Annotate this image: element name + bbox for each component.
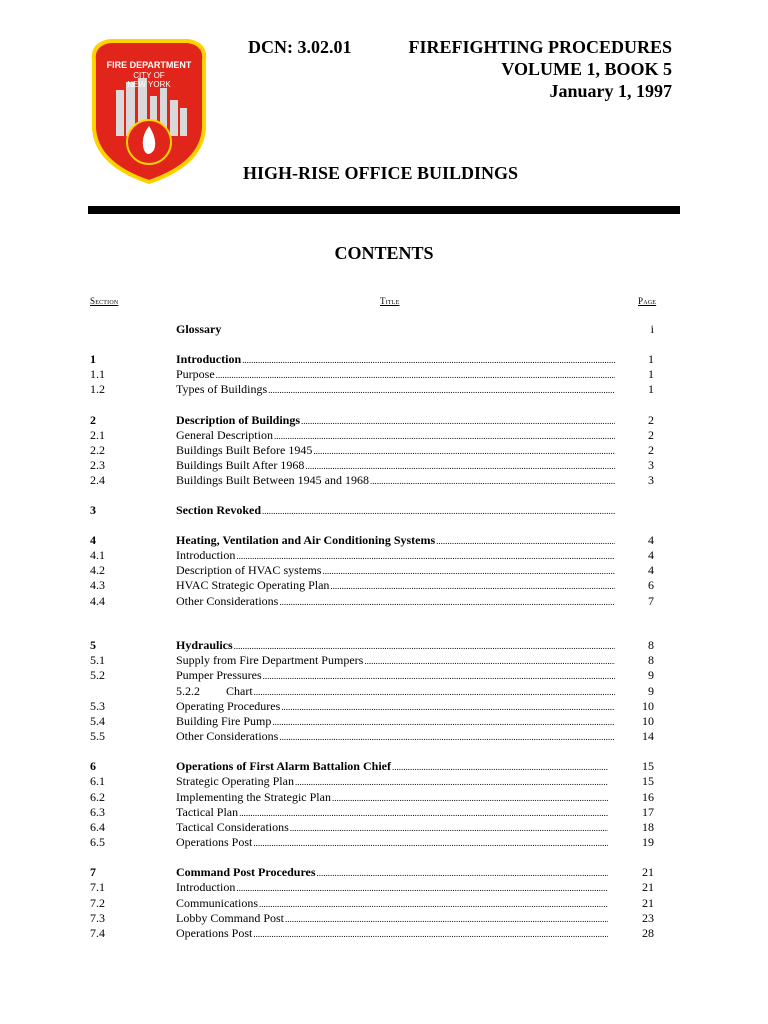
toc-section-number: 7.2 bbox=[90, 896, 105, 910]
dot-leader bbox=[370, 474, 615, 489]
toc-title: Section Revoked bbox=[176, 503, 261, 517]
toc-page: 6 bbox=[648, 578, 654, 592]
toc-section-number: 4.3 bbox=[90, 578, 105, 592]
toc-entry[interactable] bbox=[0, 548, 768, 563]
toc-page: 2 bbox=[648, 428, 654, 442]
toc-title: Tactical Plan bbox=[176, 805, 239, 819]
toc-title: Description of Buildings bbox=[176, 413, 301, 427]
toc-page: i bbox=[650, 322, 654, 336]
toc-section-number: 5.3 bbox=[90, 699, 105, 713]
toc-entry[interactable] bbox=[0, 774, 768, 789]
toc-subsection-number: 5.2.2 bbox=[176, 684, 200, 698]
toc-page: 1 bbox=[648, 352, 654, 366]
toc-entry[interactable] bbox=[0, 699, 768, 714]
toc-page: 10 bbox=[642, 714, 654, 728]
toc-page: 4 bbox=[648, 563, 654, 577]
dot-leader bbox=[239, 806, 608, 821]
column-header-page: Page bbox=[638, 296, 657, 306]
dot-leader bbox=[332, 791, 608, 806]
toc-title: Other Considerations bbox=[176, 594, 279, 608]
toc-section-number: 7 bbox=[90, 865, 96, 879]
toc-entry[interactable] bbox=[0, 729, 768, 744]
dot-leader bbox=[236, 549, 615, 564]
toc-entry[interactable] bbox=[0, 638, 768, 653]
toc-page: 10 bbox=[642, 699, 654, 713]
toc-page: 1 bbox=[648, 382, 654, 396]
toc-entry[interactable] bbox=[0, 594, 768, 609]
toc-title: Description of HVAC systems bbox=[176, 563, 322, 577]
toc-section-number: 6 bbox=[90, 759, 96, 773]
dot-leader bbox=[254, 685, 615, 700]
dot-leader bbox=[290, 821, 608, 836]
dot-leader bbox=[279, 595, 615, 610]
toc-title: Command Post Procedures bbox=[176, 865, 316, 879]
dot-leader bbox=[253, 927, 608, 942]
toc-entry[interactable] bbox=[0, 413, 768, 428]
dot-leader bbox=[262, 504, 615, 519]
logo-text: FIRE DEPARTMENT bbox=[106, 60, 192, 70]
dot-leader bbox=[242, 353, 615, 368]
toc-section-number: 2.4 bbox=[90, 473, 105, 487]
toc-section-number: 1.2 bbox=[90, 382, 105, 396]
toc-title: Heating, Ventilation and Air Conditioning Systems bbox=[176, 533, 436, 547]
dot-leader bbox=[317, 866, 608, 881]
toc-title: Operations Post bbox=[176, 926, 253, 940]
toc-entry[interactable] bbox=[0, 880, 768, 895]
volume-book: VOLUME 1, BOOK 5 bbox=[501, 59, 672, 79]
dot-leader bbox=[330, 579, 615, 594]
dot-leader bbox=[281, 700, 615, 715]
toc-glossary-row[interactable] bbox=[0, 322, 768, 337]
toc-section-number: 7.4 bbox=[90, 926, 105, 940]
toc-section-number: 4.4 bbox=[90, 594, 105, 608]
toc-entry[interactable] bbox=[0, 367, 768, 382]
toc-entry[interactable] bbox=[0, 443, 768, 458]
toc-page: 9 bbox=[648, 684, 654, 698]
dot-leader bbox=[274, 429, 615, 444]
toc-section-number: 5 bbox=[90, 638, 96, 652]
document-title: HIGH-RISE OFFICE BUILDINGS bbox=[243, 163, 519, 183]
toc-section-number: 5.1 bbox=[90, 653, 105, 667]
toc-page: 17 bbox=[642, 805, 654, 819]
dot-leader bbox=[322, 564, 615, 579]
toc-page: 21 bbox=[642, 896, 654, 910]
toc-entry[interactable] bbox=[0, 533, 768, 548]
toc-page: 4 bbox=[648, 548, 654, 562]
toc-entry[interactable] bbox=[0, 382, 768, 397]
toc-page: 1 bbox=[648, 367, 654, 381]
dot-leader bbox=[392, 760, 608, 775]
dot-leader bbox=[263, 669, 615, 684]
dot-leader bbox=[285, 912, 608, 927]
toc-title: Hydraulics bbox=[176, 638, 233, 652]
issue-date: January 1, 1997 bbox=[549, 81, 672, 101]
toc-section-number: 6.1 bbox=[90, 774, 105, 788]
toc-page: 3 bbox=[648, 458, 654, 472]
toc-title: Strategic Operating Plan bbox=[176, 774, 294, 788]
dot-leader bbox=[216, 368, 615, 383]
toc-entry[interactable] bbox=[0, 926, 768, 941]
toc-page: 23 bbox=[642, 911, 654, 925]
toc-title: Buildings Built Between 1945 and 1968 bbox=[176, 473, 369, 487]
column-header-title: Title bbox=[380, 296, 400, 306]
toc-title: Operations of First Alarm Battalion Chief bbox=[176, 759, 391, 773]
toc-entry[interactable] bbox=[0, 563, 768, 578]
toc-title: Tactical Considerations bbox=[176, 820, 289, 834]
dot-leader bbox=[268, 383, 615, 398]
title-rule bbox=[88, 206, 680, 214]
contents-heading: CONTENTS bbox=[334, 243, 434, 263]
toc-title: Buildings Built After 1968 bbox=[176, 458, 305, 472]
toc-section-number: 4 bbox=[90, 533, 96, 547]
dot-leader bbox=[436, 534, 615, 549]
toc-page: 21 bbox=[642, 880, 654, 894]
toc-section-number: 6.4 bbox=[90, 820, 105, 834]
toc-page: 16 bbox=[642, 790, 654, 804]
toc-title: Other Considerations bbox=[176, 729, 279, 743]
toc-title: Supply from Fire Department Pumpers bbox=[176, 653, 364, 667]
fdny-logo bbox=[88, 38, 210, 184]
toc-title: Introduction bbox=[176, 880, 236, 894]
toc-entry[interactable] bbox=[0, 805, 768, 820]
toc-page: 18 bbox=[642, 820, 654, 834]
toc-entry[interactable] bbox=[0, 653, 768, 668]
toc-section-number: 5.5 bbox=[90, 729, 105, 743]
toc-page: 3 bbox=[648, 473, 654, 487]
dot-leader bbox=[301, 414, 615, 429]
dot-leader bbox=[305, 459, 615, 474]
toc-section-number: 5.2 bbox=[90, 668, 105, 682]
toc-section-number: 6.3 bbox=[90, 805, 105, 819]
toc-entry[interactable] bbox=[0, 911, 768, 926]
toc-section-number: 2.1 bbox=[90, 428, 105, 442]
toc-entry[interactable] bbox=[0, 473, 768, 488]
dot-leader bbox=[234, 639, 615, 654]
toc-title: General Description bbox=[176, 428, 273, 442]
toc-entry[interactable] bbox=[0, 668, 768, 683]
toc-entry[interactable] bbox=[0, 458, 768, 473]
toc-entry[interactable] bbox=[0, 503, 768, 518]
toc-title: Operating Procedures bbox=[176, 699, 281, 713]
dot-leader bbox=[253, 836, 608, 851]
toc-section-number: 5.4 bbox=[90, 714, 105, 728]
toc-section-number: 4.2 bbox=[90, 563, 105, 577]
toc-section-number: 2.3 bbox=[90, 458, 105, 472]
toc-section-number: 6.2 bbox=[90, 790, 105, 804]
column-header-section: Section bbox=[90, 296, 119, 306]
dot-leader bbox=[313, 444, 615, 459]
toc-title: Buildings Built Before 1945 bbox=[176, 443, 313, 457]
toc-title: Purpose bbox=[176, 367, 215, 381]
procedures-title: FIREFIGHTING PROCEDURES bbox=[408, 37, 672, 57]
toc-page: 8 bbox=[648, 653, 654, 667]
toc-title: Lobby Command Post bbox=[176, 911, 285, 925]
toc-section-number: 7.1 bbox=[90, 880, 105, 894]
toc-title: Glossary bbox=[176, 322, 222, 336]
toc-title: Pumper Pressures bbox=[176, 668, 262, 682]
toc-page: 15 bbox=[642, 774, 654, 788]
toc-entry[interactable] bbox=[0, 714, 768, 729]
dcn-number: DCN: 3.02.01 bbox=[248, 37, 352, 57]
toc-entry[interactable] bbox=[0, 835, 768, 850]
toc-section-number: 4.1 bbox=[90, 548, 105, 562]
toc-entry[interactable] bbox=[0, 352, 768, 367]
svg-text:CITY OF: CITY OF bbox=[133, 71, 165, 80]
toc-page: 2 bbox=[648, 413, 654, 427]
toc-page: 9 bbox=[648, 668, 654, 682]
toc-section-number: 1.1 bbox=[90, 367, 105, 381]
toc-title: HVAC Strategic Operating Plan bbox=[176, 578, 330, 592]
toc-title: Implementing the Strategic Plan bbox=[176, 790, 331, 804]
toc-page: 14 bbox=[642, 729, 654, 743]
toc-page: 19 bbox=[642, 835, 654, 849]
toc-title: Introduction bbox=[176, 548, 236, 562]
dot-leader bbox=[279, 730, 615, 745]
toc-title: Chart bbox=[226, 684, 253, 698]
toc-title: Types of Buildings bbox=[176, 382, 268, 396]
dot-leader bbox=[272, 715, 615, 730]
toc-entry[interactable] bbox=[0, 790, 768, 805]
toc-entry[interactable] bbox=[0, 428, 768, 443]
dot-leader bbox=[236, 881, 608, 896]
toc-section-number: 3 bbox=[90, 503, 96, 517]
toc-entry[interactable] bbox=[0, 578, 768, 593]
toc-section-number: 2 bbox=[90, 413, 96, 427]
toc-entry[interactable] bbox=[0, 896, 768, 911]
toc-page: 21 bbox=[642, 865, 654, 879]
toc-section-number: 2.2 bbox=[90, 443, 105, 457]
toc-section-number: 6.5 bbox=[90, 835, 105, 849]
toc-title: Operations Post bbox=[176, 835, 253, 849]
toc-page: 2 bbox=[648, 443, 654, 457]
toc-page: 15 bbox=[642, 759, 654, 773]
toc-title: Building Fire Pump bbox=[176, 714, 272, 728]
toc-entry[interactable] bbox=[0, 759, 768, 774]
dot-leader bbox=[364, 654, 615, 669]
dot-leader bbox=[295, 775, 608, 790]
toc-page: 28 bbox=[642, 926, 654, 940]
toc-page: 4 bbox=[648, 533, 654, 547]
svg-text:NEW YORK: NEW YORK bbox=[127, 80, 171, 89]
toc-entry[interactable] bbox=[0, 865, 768, 880]
toc-page: 7 bbox=[648, 594, 654, 608]
toc-section-number: 1 bbox=[90, 352, 96, 366]
toc-section-number: 7.3 bbox=[90, 911, 105, 925]
toc-page: 8 bbox=[648, 638, 654, 652]
toc-entry[interactable] bbox=[0, 820, 768, 835]
toc-title: Introduction bbox=[176, 352, 242, 366]
toc-entry[interactable] bbox=[0, 684, 768, 699]
dot-leader bbox=[259, 897, 608, 912]
toc-title: Communications bbox=[176, 896, 258, 910]
